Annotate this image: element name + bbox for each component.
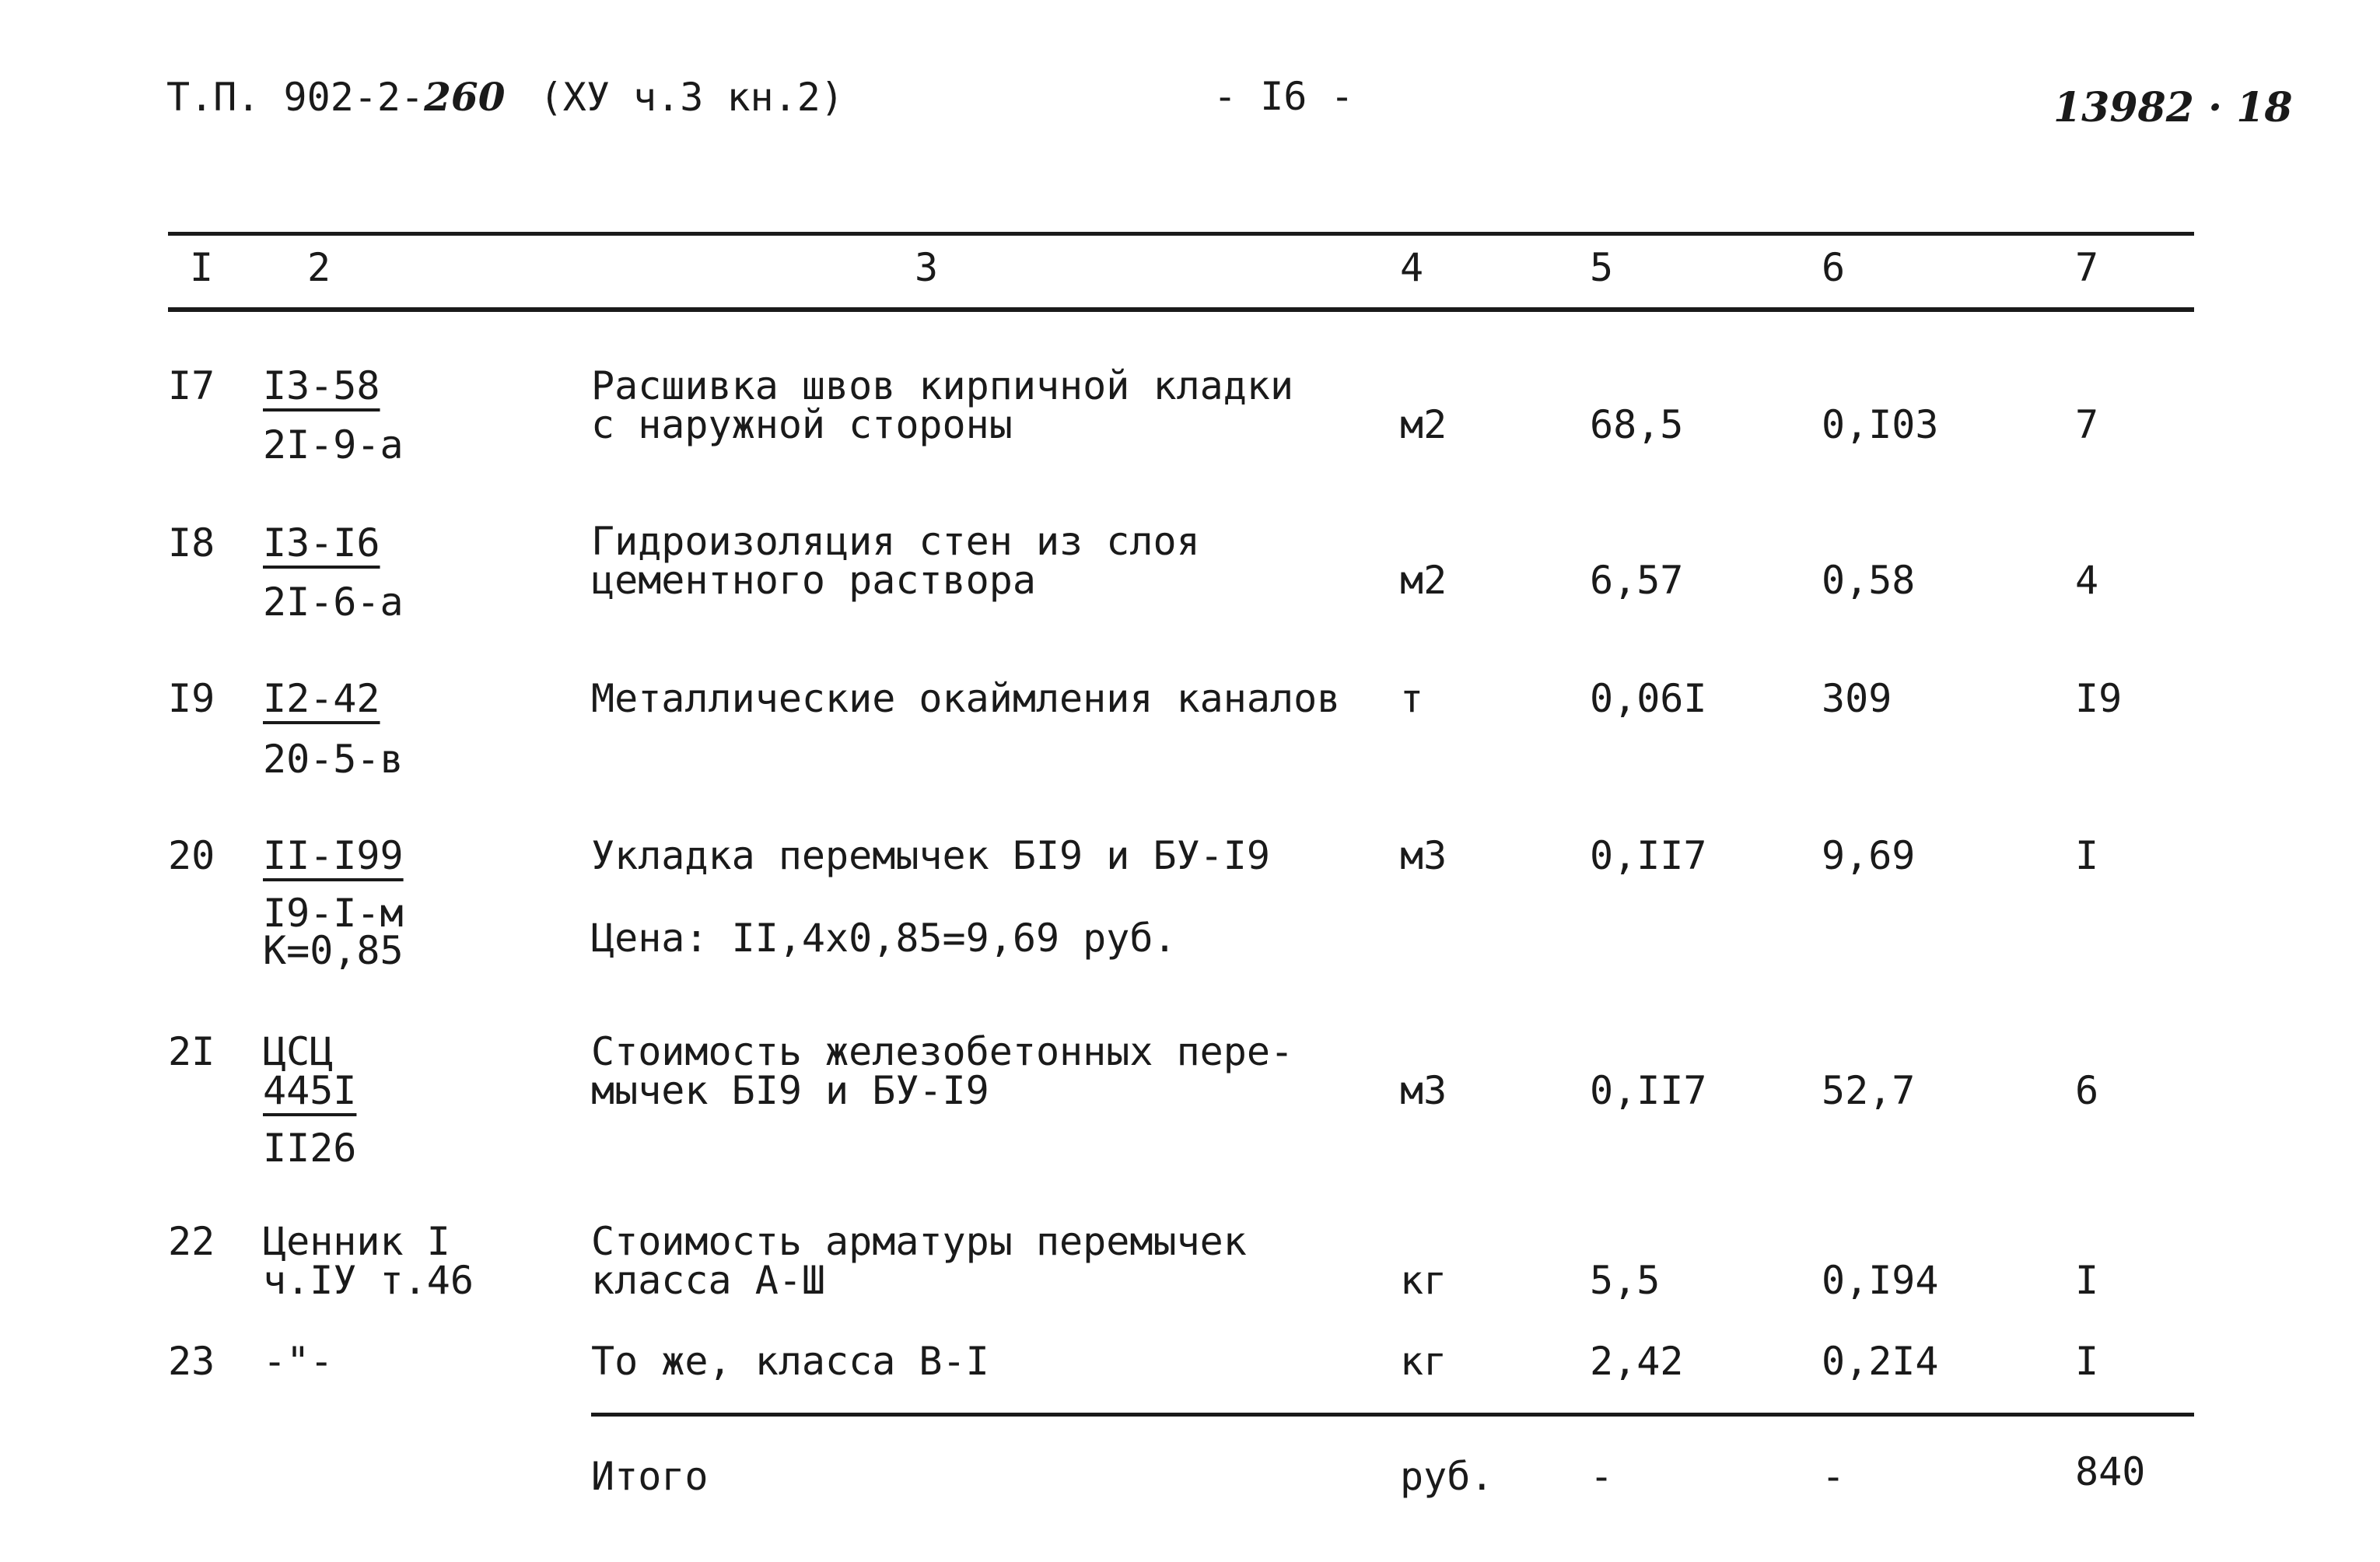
- unit-price: 0,58: [1822, 558, 1916, 603]
- quantity: 6,57: [1590, 558, 1684, 603]
- total-quantity: -: [1590, 1454, 1614, 1499]
- row-number: I9: [168, 676, 215, 721]
- total-cost: I: [2075, 833, 2099, 878]
- total-cost: I9: [2075, 676, 2123, 721]
- norm-code-top: I2-42: [263, 676, 380, 721]
- norm-code-top: II-I99: [263, 833, 404, 878]
- table-top-rule: [168, 232, 2194, 236]
- price-catalog-label: ЦСЦ: [263, 1029, 334, 1074]
- norm-code-bottom: 20-5-в: [263, 737, 404, 782]
- row-number: 2I: [168, 1029, 215, 1074]
- total-cost: 4: [2075, 558, 2099, 603]
- total-cost: I: [2075, 1258, 2099, 1303]
- grand-total: 840: [2075, 1449, 2146, 1494]
- norm-code-bottom: 2I-9-а: [263, 422, 404, 468]
- work-description-cont: с наружной стороны: [591, 402, 1013, 447]
- norm-code-bottom: ч.IУ т.46: [263, 1258, 474, 1303]
- work-description: Стоимость арматуры перемычек: [591, 1219, 1247, 1264]
- document-code-handwritten: 260: [424, 74, 506, 120]
- table-header-rule: [168, 307, 2194, 312]
- norm-code-top: -"-: [263, 1339, 334, 1384]
- work-description: Металлические окаймления каналов: [591, 676, 1341, 721]
- quantity: 5,5: [1590, 1258, 1661, 1303]
- unit: кг: [1400, 1258, 1447, 1303]
- row-number: 22: [168, 1219, 215, 1264]
- unit: кг: [1400, 1339, 1447, 1384]
- row-number: I8: [168, 520, 215, 566]
- column-header-7: 7: [2075, 245, 2099, 290]
- row-number: 20: [168, 833, 215, 878]
- column-header-6: 6: [1822, 245, 1846, 290]
- archive-number: 13982 · 18: [2053, 84, 2293, 131]
- norm-code-bottom: 2I-6-а: [263, 580, 404, 625]
- norm-code-bottom: II26: [263, 1126, 357, 1171]
- work-description-cont: цементного раствора: [591, 558, 1036, 603]
- norm-code-top: I3-58: [263, 363, 380, 408]
- work-description: Укладка перемычек БI9 и БУ-I9: [591, 833, 1270, 878]
- norm-code-bottom: I9-I-м: [263, 891, 404, 936]
- total-unit: руб.: [1400, 1454, 1494, 1499]
- total-cost: I: [2075, 1339, 2099, 1384]
- unit-price: 0,2I4: [1822, 1339, 1939, 1384]
- unit-price: 52,7: [1822, 1068, 1916, 1113]
- total-cost: 6: [2075, 1068, 2099, 1113]
- unit: т: [1400, 676, 1424, 721]
- work-description: Стоимость железобетонных пере-: [591, 1029, 1294, 1074]
- unit-price: 309: [1822, 676, 1892, 721]
- summary-rule: [591, 1413, 2194, 1417]
- price-calculation-note: Цена: II,4х0,85=9,69 руб.: [591, 916, 1177, 961]
- work-description: То же, класса В-I: [591, 1339, 989, 1384]
- row-number: 23: [168, 1339, 215, 1384]
- unit: м3: [1400, 1068, 1447, 1113]
- column-header-5: 5: [1590, 245, 1614, 290]
- unit: м3: [1400, 833, 1447, 878]
- total-label: Итого: [591, 1454, 709, 1499]
- column-header-2: 2: [307, 245, 331, 290]
- unit-price: 9,69: [1822, 833, 1916, 878]
- unit-price: 0,I03: [1822, 402, 1939, 447]
- work-description-cont: класса А-Ш: [591, 1258, 826, 1303]
- page-number: - I6 -: [1213, 74, 1354, 119]
- work-description-cont: мычек БI9 и БУ-I9: [591, 1068, 989, 1113]
- work-description: Расшивка швов кирпичной кладки: [591, 363, 1294, 408]
- total-cost: 7: [2075, 402, 2099, 447]
- unit: м2: [1400, 402, 1447, 447]
- quantity: 2,42: [1590, 1339, 1684, 1384]
- row-number: I7: [168, 363, 215, 408]
- unit-price: 0,I94: [1822, 1258, 1939, 1303]
- column-header-4: 4: [1400, 245, 1424, 290]
- quantity: 0,II7: [1590, 833, 1707, 878]
- total-price: -: [1822, 1454, 1846, 1499]
- quantity: 0,06I: [1590, 676, 1707, 721]
- norm-code-top: Ценник I: [263, 1219, 450, 1264]
- document-code: [166, 74, 844, 120]
- norm-code-top: I3-I6: [263, 520, 380, 566]
- document-code-suffix: (ХУ ч.3 кн.2): [539, 75, 844, 120]
- document-code-prefix: Т.П. 902-2-: [166, 75, 425, 120]
- column-header-1: I: [190, 245, 214, 290]
- quantity: 0,II7: [1590, 1068, 1707, 1113]
- norm-code-top: 445I: [263, 1068, 357, 1113]
- norm-coefficient: К=0,85: [263, 928, 404, 973]
- unit: м2: [1400, 558, 1447, 603]
- quantity: 68,5: [1590, 402, 1684, 447]
- column-header-3: 3: [915, 245, 939, 290]
- work-description: Гидроизоляция стен из слоя: [591, 519, 1200, 564]
